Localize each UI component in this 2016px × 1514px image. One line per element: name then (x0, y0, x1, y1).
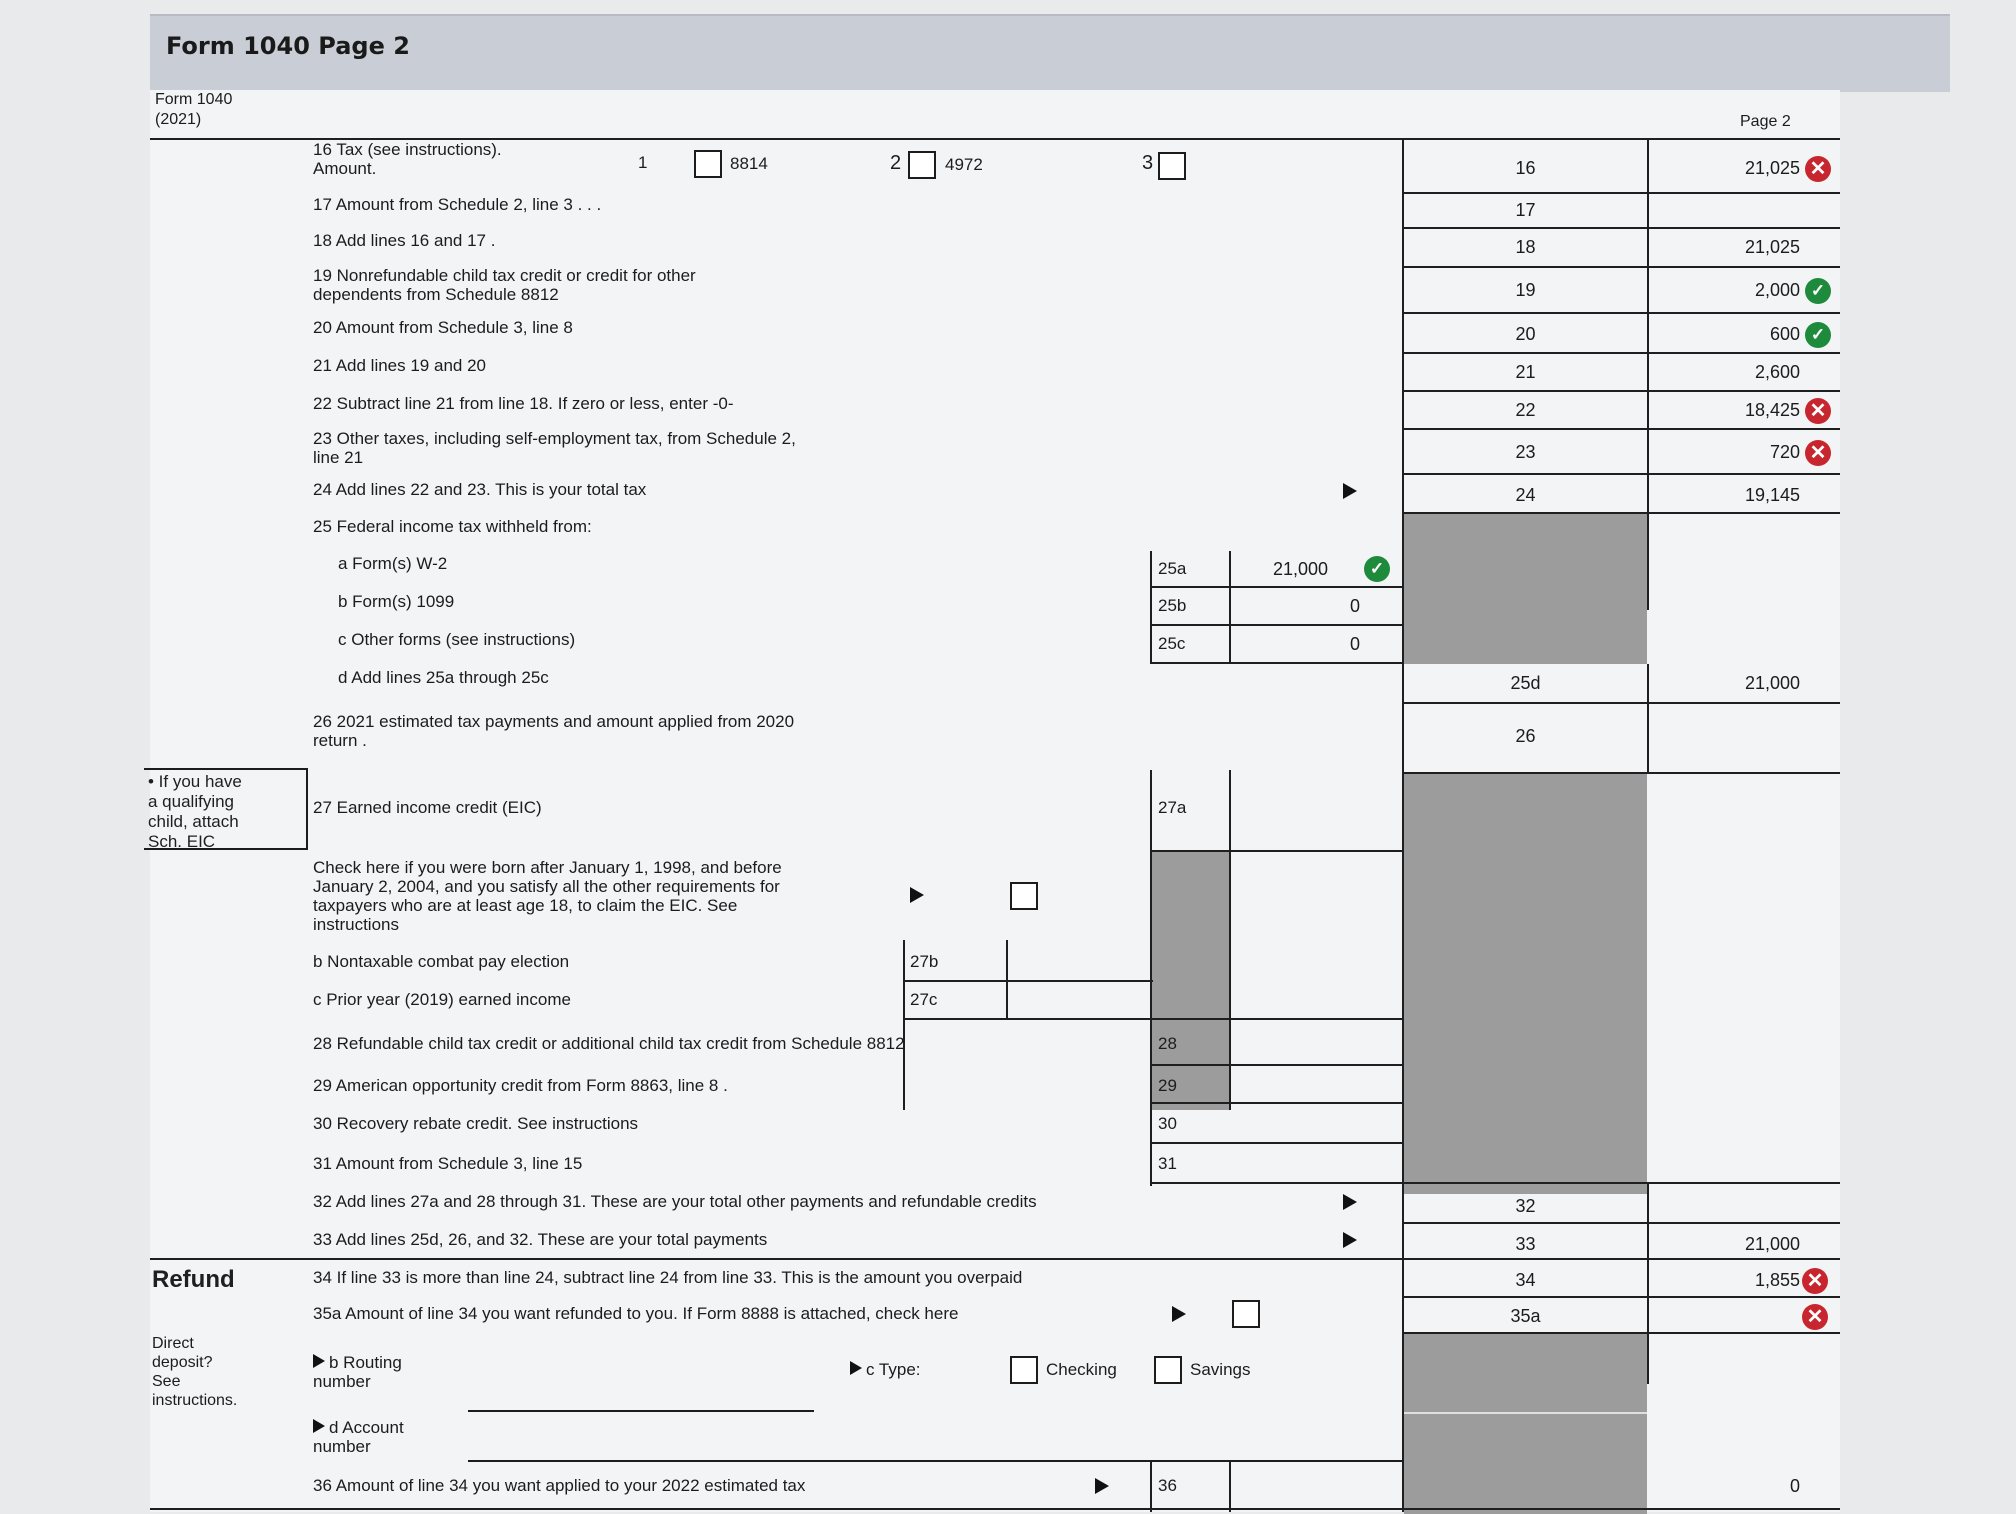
page-label: Page 2 (1740, 113, 1791, 130)
line-33-value[interactable]: 21,000 (1744, 1234, 1800, 1254)
line-16-option-1-num: 1 (638, 153, 648, 172)
line-34-value[interactable]: 1,855 (1754, 1270, 1800, 1290)
line-25d-label: d Add lines 25a through 25c (338, 668, 549, 687)
row-rule (1404, 266, 1840, 268)
line-29-num: 29 (1158, 1076, 1177, 1095)
line-23-value[interactable]: 720 (1769, 442, 1800, 462)
line-19-value[interactable]: 2,000 (1754, 280, 1800, 300)
line-26-label: 26 2021 estimated tax payments and amount applied from 2020 (313, 712, 795, 731)
row-rule (1404, 312, 1840, 314)
shaded-area (1404, 774, 1647, 1194)
row-rule (1150, 1064, 1404, 1066)
eic-note (144, 768, 308, 850)
line-16-num: 16 (1515, 158, 1536, 178)
arrow-right-icon (1343, 1232, 1357, 1248)
error-x-icon[interactable]: ✕ (1802, 1268, 1828, 1294)
account-type-label (850, 1360, 921, 1379)
line-18-value[interactable]: 21,025 (1744, 237, 1800, 257)
direct-deposit-line: Direct (152, 1335, 194, 1352)
eic-age-check-text: Check here if you were born after January 1, 1998, and before (313, 858, 782, 877)
line-25b-value[interactable]: 0 (1349, 596, 1360, 616)
line-29-label: 29 American opportunity credit from Form 8863, line 8 . (313, 1076, 728, 1095)
row-rule (1150, 624, 1404, 626)
row-rule (1404, 227, 1840, 229)
line-18-num: 18 (1515, 237, 1536, 257)
row-rule (1404, 473, 1840, 475)
eic-age-check-text: instructions (313, 915, 399, 934)
line-19-label-2: dependents from Schedule 8812 (313, 285, 559, 304)
line-16-label: 16 Tax (see instructions). (313, 140, 502, 159)
app-titlebar (150, 14, 1950, 92)
col-divider (1647, 140, 1649, 610)
line-30-label: 30 Recovery rebate credit. See instructions (313, 1114, 639, 1133)
window-title: Form 1040 Page 2 (166, 32, 410, 60)
row-rule (903, 980, 1153, 982)
eic-note-line: • If you have (148, 772, 242, 791)
line-34-label: 34 If line 33 is more than line 24, subtract line 24 from line 33. This is the amount you overpaid (313, 1268, 1023, 1287)
eic-age-check-text: taxpayers who are at least age 18, to claim the EIC. See (313, 896, 738, 915)
line-22-label: 22 Subtract line 21 from line 18. If zero or less, enter -0- (313, 394, 734, 413)
shaded-area (1404, 1334, 1647, 1514)
row-rule (1150, 1182, 1840, 1184)
arrow-right-icon (313, 1354, 325, 1368)
arrow-right-icon (1343, 483, 1357, 499)
section-rule (150, 1258, 1840, 1260)
error-x-icon[interactable]: ✕ (1805, 440, 1831, 466)
savings-checkbox[interactable] (1154, 1356, 1182, 1384)
line-19-num: 19 (1515, 280, 1536, 300)
col-divider (903, 940, 905, 1110)
line-20-value[interactable]: 600 (1769, 324, 1800, 344)
eic-age-check-text: January 2, 2004, and you satisfy all the other requirements for (313, 877, 780, 896)
routing-label (313, 1353, 402, 1372)
row-rule (1404, 1222, 1840, 1224)
form-name: Form 1040 (155, 91, 233, 108)
line-16-option-3-checkbox[interactable] (1158, 152, 1186, 180)
line-21-label: 21 Add lines 19 and 20 (313, 356, 486, 375)
row-rule (1150, 1142, 1404, 1144)
error-x-icon[interactable]: ✕ (1805, 156, 1831, 182)
eic-note-line: child, attach (148, 812, 239, 831)
line-34-num: 34 (1515, 1270, 1536, 1290)
line-35a-label: 35a Amount of line 34 you want refunded to you. If Form 8888 is attached, check here (313, 1304, 959, 1323)
arrow-right-icon (1172, 1306, 1186, 1322)
routing-label-text-2: number (313, 1372, 371, 1391)
form-4972-label: 4972 (945, 155, 983, 174)
line-27-label: 27 Earned income credit (EIC) (313, 798, 542, 817)
line-35a-num: 35a (1510, 1306, 1541, 1326)
row-rule (1150, 586, 1404, 588)
col-divider (1150, 551, 1152, 663)
routing-number-input[interactable] (468, 1410, 814, 1412)
routing-label-text: b Routing (329, 1353, 402, 1372)
line-32-num: 32 (1515, 1196, 1536, 1216)
line-27c-label: c Prior year (2019) earned income (313, 990, 571, 1009)
line-25b-num: 25b (1158, 596, 1187, 615)
error-x-icon[interactable]: ✕ (1802, 1304, 1828, 1330)
line-27b-label: b Nontaxable combat pay election (313, 952, 570, 971)
row-rule (1404, 1412, 1647, 1414)
arrow-right-icon (850, 1361, 862, 1375)
row-rule (1404, 192, 1840, 194)
bottom-rule (150, 1508, 1840, 1510)
line-22-value[interactable]: 18,425 (1744, 400, 1800, 420)
line-27a-num: 27a (1158, 798, 1187, 817)
form-1040-page-2 (150, 90, 1840, 1512)
eic-age-checkbox[interactable] (1010, 882, 1038, 910)
savings-label: Savings (1190, 1360, 1251, 1379)
line-19-label: 19 Nonrefundable child tax credit or credit for other (313, 266, 696, 285)
line-33-num: 33 (1515, 1234, 1536, 1254)
line-27c-num: 27c (910, 990, 938, 1009)
line-22-num: 22 (1515, 400, 1536, 420)
line-36-label: 36 Amount of line 34 you want applied to your 2022 estimated tax (313, 1476, 806, 1495)
arrow-right-icon (313, 1419, 325, 1433)
line-36-num: 36 (1158, 1476, 1177, 1495)
line-25d-value[interactable]: 21,000 (1744, 673, 1800, 693)
line-23-label-2: line 21 (313, 448, 364, 467)
line-26-label-2: return . (313, 731, 367, 750)
line-16-value[interactable]: 21,025 (1744, 158, 1800, 178)
eic-note-line: Sch. EIC (148, 832, 216, 851)
line-32-label: 32 Add lines 27a and 28 through 31. These are your total other payments and refundable credits (313, 1192, 1037, 1211)
eic-note-line: a qualifying (148, 792, 235, 811)
line-28-num: 28 (1158, 1034, 1177, 1053)
line-21-num: 21 (1515, 362, 1536, 382)
direct-deposit-note (152, 1334, 237, 1410)
line-28-label: 28 Refundable child tax credit or additional child tax credit from Schedule 8812 (313, 1034, 905, 1053)
line-31-num: 31 (1158, 1154, 1177, 1173)
line-25c-value[interactable]: 0 (1349, 634, 1360, 654)
line-25a-label: a Form(s) W-2 (338, 554, 448, 573)
line-20-label: 20 Amount from Schedule 3, line 8 (313, 318, 573, 337)
col-divider (1647, 664, 1649, 704)
account-number-input[interactable] (468, 1460, 1404, 1462)
row-rule (1404, 702, 1840, 704)
col-divider (1229, 770, 1231, 1110)
row-rule (1150, 662, 1404, 664)
line-36-value[interactable]: 0 (1789, 1476, 1800, 1496)
checking-label: Checking (1046, 1360, 1117, 1379)
checking-checkbox[interactable] (1010, 1356, 1038, 1384)
line-24-label: 24 Add lines 22 and 23. This is your total tax (313, 480, 647, 499)
account-label-text: d Account (329, 1418, 404, 1437)
row-rule (1404, 1296, 1840, 1298)
form-8814-label: 8814 (730, 154, 768, 173)
account-label (313, 1418, 404, 1437)
direct-deposit-line: instructions. (152, 1392, 238, 1409)
line-26-num: 26 (1515, 726, 1536, 746)
row-rule (1404, 352, 1840, 354)
arrow-right-icon (1343, 1194, 1357, 1210)
check-circle-icon: ✓ (1805, 322, 1831, 348)
direct-deposit-line: See (152, 1373, 181, 1390)
line-16-amount-label: Amount. (313, 159, 377, 178)
refund-heading: Refund (152, 1266, 235, 1293)
line-20-num: 20 (1515, 324, 1536, 344)
form-8888-checkbox[interactable] (1232, 1300, 1260, 1328)
col-divider (1150, 1462, 1152, 1512)
line-21-value[interactable]: 2,600 (1754, 362, 1800, 382)
form-year: (2021) (155, 111, 202, 128)
line-25c-label: c Other forms (see instructions) (338, 630, 576, 649)
line-18-label: 18 Add lines 16 and 17 . (313, 231, 496, 250)
account-label-text-2: number (313, 1437, 371, 1456)
line-25b-label: b Form(s) 1099 (338, 592, 455, 611)
shaded-area (1404, 514, 1647, 664)
form-4972-checkbox[interactable] (908, 151, 936, 179)
line-24-num: 24 (1515, 485, 1536, 505)
line-25a-num: 25a (1158, 559, 1187, 578)
line-25-label: 25 Federal income tax withheld from: (313, 517, 592, 536)
line-30-num: 30 (1158, 1114, 1177, 1133)
line-25a-value[interactable]: 21,000 (1272, 559, 1328, 579)
arrow-right-icon (910, 887, 924, 903)
arrow-right-icon (1095, 1478, 1109, 1494)
row-rule (1150, 1102, 1404, 1104)
line-25d-num: 25d (1510, 673, 1541, 693)
line-33-label: 33 Add lines 25d, 26, and 32. These are your total payments (313, 1230, 768, 1249)
line-16-option-3-num: 3 (1142, 152, 1154, 174)
error-x-icon[interactable]: ✕ (1805, 398, 1831, 424)
line-16-option-2-num: 2 (890, 152, 902, 174)
line-23-num: 23 (1515, 442, 1536, 462)
line-23-label: 23 Other taxes, including self-employment tax, from Schedule 2, (313, 429, 796, 448)
check-circle-icon: ✓ (1364, 556, 1390, 582)
col-divider (1229, 1462, 1231, 1512)
check-circle-icon: ✓ (1805, 278, 1831, 304)
line-27b-num: 27b (910, 952, 939, 971)
line-25c-num: 25c (1158, 634, 1186, 653)
line-17-num: 17 (1515, 200, 1536, 220)
line-17-label: 17 Amount from Schedule 2, line 3 . . . (313, 195, 602, 214)
row-rule (1404, 428, 1840, 430)
line-31-label: 31 Amount from Schedule 3, line 15 (313, 1154, 583, 1173)
direct-deposit-line: deposit? (152, 1354, 213, 1371)
form-8814-checkbox[interactable] (694, 150, 722, 178)
shaded-area (1152, 852, 1229, 1110)
row-rule (1404, 390, 1840, 392)
col-divider (1647, 704, 1649, 774)
col-divider (1647, 1184, 1649, 1384)
row-rule (903, 1018, 1403, 1020)
line-24-value[interactable]: 19,145 (1744, 485, 1800, 505)
account-type-label-text: c Type: (866, 1360, 921, 1379)
